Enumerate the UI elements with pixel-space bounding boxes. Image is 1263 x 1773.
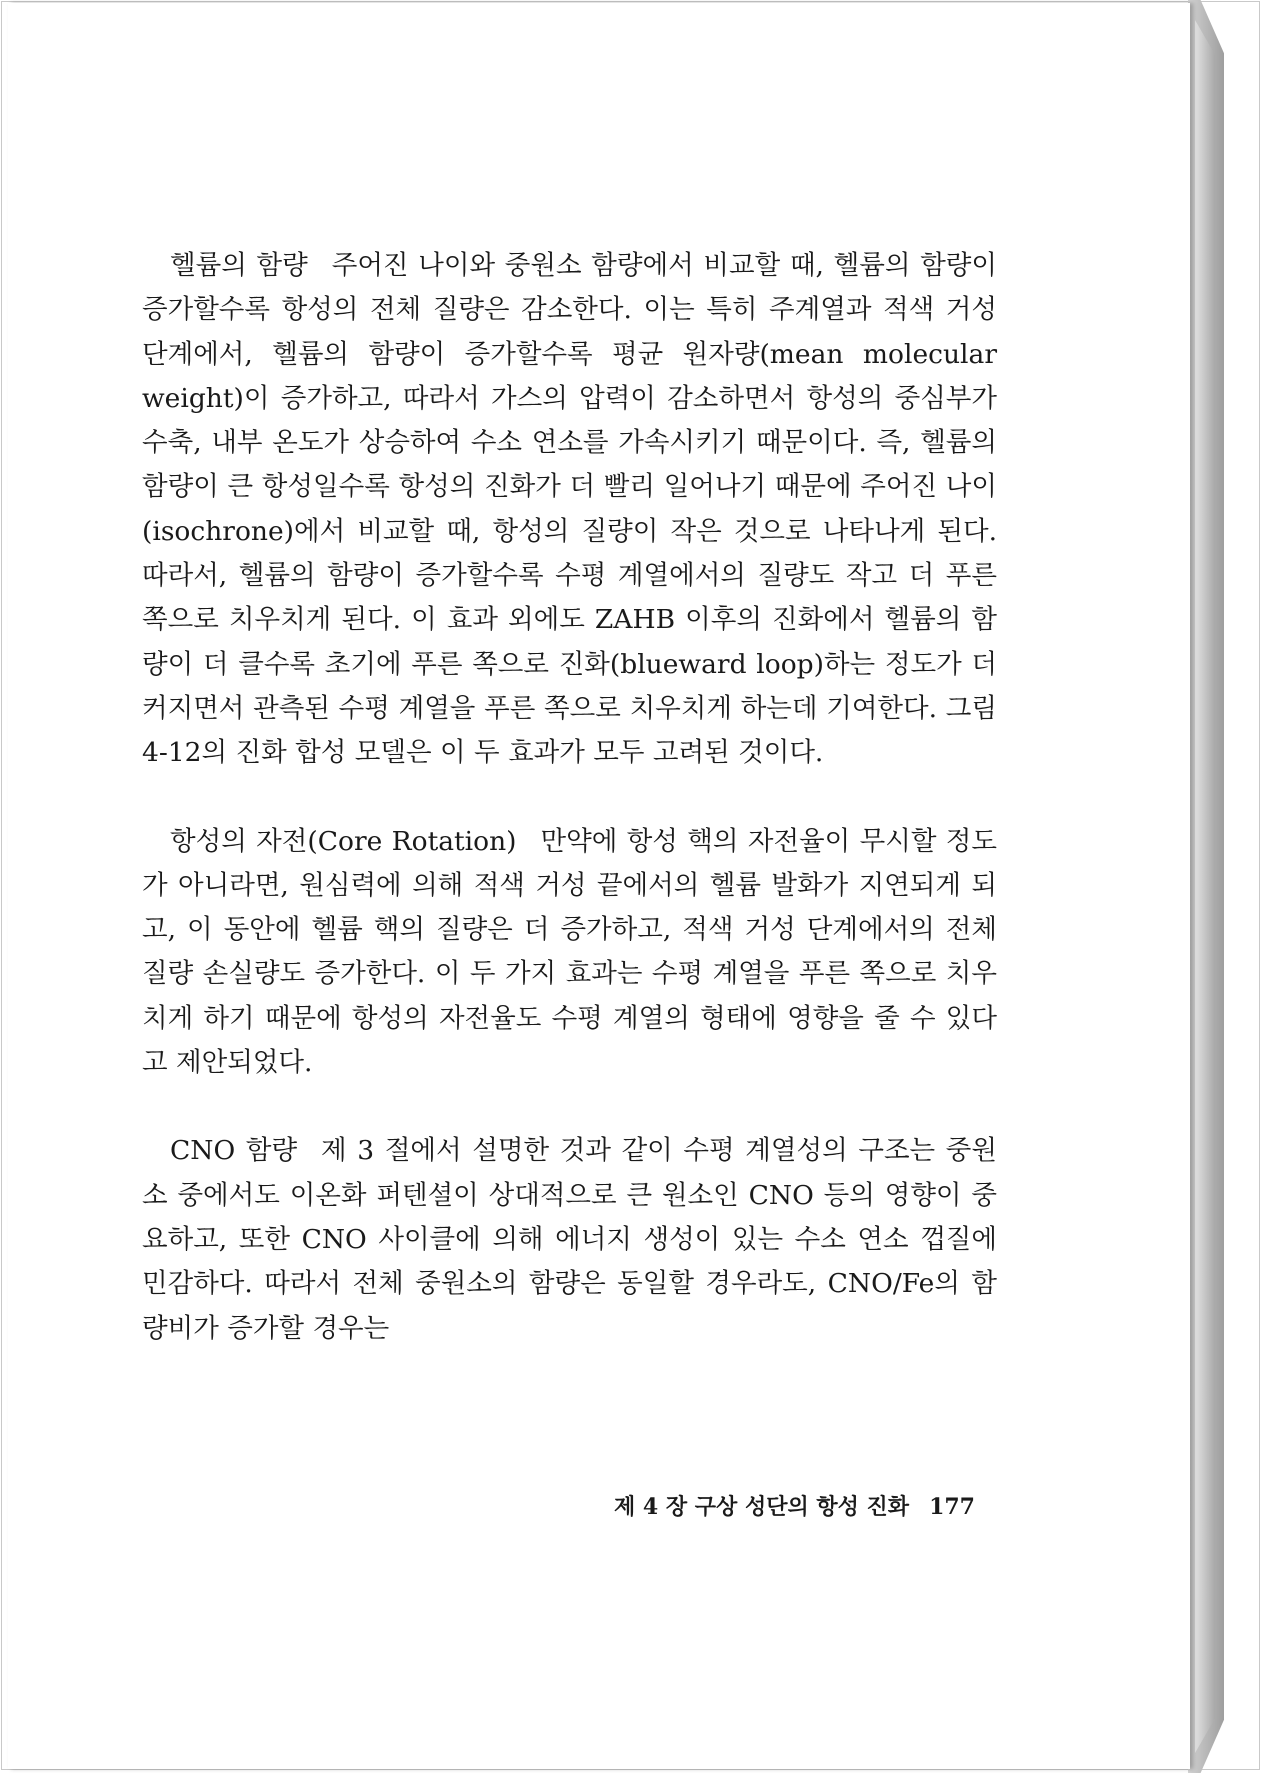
- paragraph-cno: [142, 1129, 997, 1350]
- paragraph-text-cno: 제 3 절에서 설명한 것과 같이 수평 계열성의 구조는 중원소 중에서도 이온화 퍼텐셜이 상대적으로 큰 원소인 CNO 등의 영향이 중요하고, 또한 CNO 사이클에 의해 에너지 생성이 있는 수소 연소 껍질에 민감하다. 따라서 전체 중원소의 함량은 동일할 경우라도, CNO/Fe의 함량비가 증가할 경우는: [142, 1135, 997, 1344]
- paragraph-spacer: [142, 776, 997, 820]
- page-number: 177: [929, 1494, 975, 1520]
- paragraph-core-rotation: [142, 820, 997, 1086]
- paragraph-heading-core-rotation: 항성의 자전(Core Rotation): [170, 825, 517, 857]
- paragraph-helium: [142, 244, 997, 776]
- paragraph-heading-cno: CNO 함량: [170, 1135, 298, 1167]
- page-thickness-edge-inner: [1195, 20, 1215, 1753]
- chapter-title: 제 4 장 구상 성단의 항성 진화: [614, 1494, 910, 1520]
- paragraph-text-core-rotation: 만약에 항성 핵의 자전율이 무시할 정도가 아니라면, 원심력에 의해 적색 거성 끝에서의 헬륨 발화가 지연되게 되고, 이 동안에 헬륨 핵의 질량은 더 증가하고, 적색 거성 단계에서의 전체 질량 손실량도 증가한다. 이 두 가지 효과는 수평 계열을 푸른 쪽으로 치우치게 하기 때문에 항성의 자전율도 수평 계열의 형태에 영향을 줄 수 있다고 제안되었다.: [142, 825, 997, 1079]
- page-footer: [575, 1490, 975, 1521]
- paragraph-spacer: [142, 1085, 997, 1129]
- paragraph-text-helium: 주어진 나이와 중원소 함량에서 비교할 때, 헬륨의 함량이 증가할수록 항성의 전체 질량은 감소한다. 이는 특히 주계열과 적색 거성 단계에서, 헬륨의 함량이 증가할수록 평균 원자량(mean molecular weight)이 증가하고, 따라서 가스의 압력이 감소하면서 항성의 중심부가 수축, 내부 온도가 상승하여 수소 연소를 가속시키기 때문이다. 즉, 헬륨의 함량이 큰 항성일수록 항성의 진화가 더 빨리 일어나기 때문에 주어진 나이(isochrone)에서 비교할 때, 항성의 질량이 작은 것으로 나타나게 된다. 따라서, 헬륨의 함량이 증가할수록 수평 계열에서의 질량도 작고 더 푸른 쪽으로 치우치게 된다. 이 효과 외에도 ZAHB 이후의 진화에서 헬륨의 함량이 더 클수록 초기에 푸른 쪽으로 진화(blueward loop)하는 정도가 더 커지면서 관측된 수평 계열을 푸른 쪽으로 치우치게 하는데 기여한다. 그림 4-12의 진화 합성 모델은 이 두 효과가 모두 고려된 것이다.: [142, 250, 998, 769]
- page-body: [142, 244, 997, 1351]
- paragraph-heading-helium: 헬륨의 함량: [170, 250, 308, 281]
